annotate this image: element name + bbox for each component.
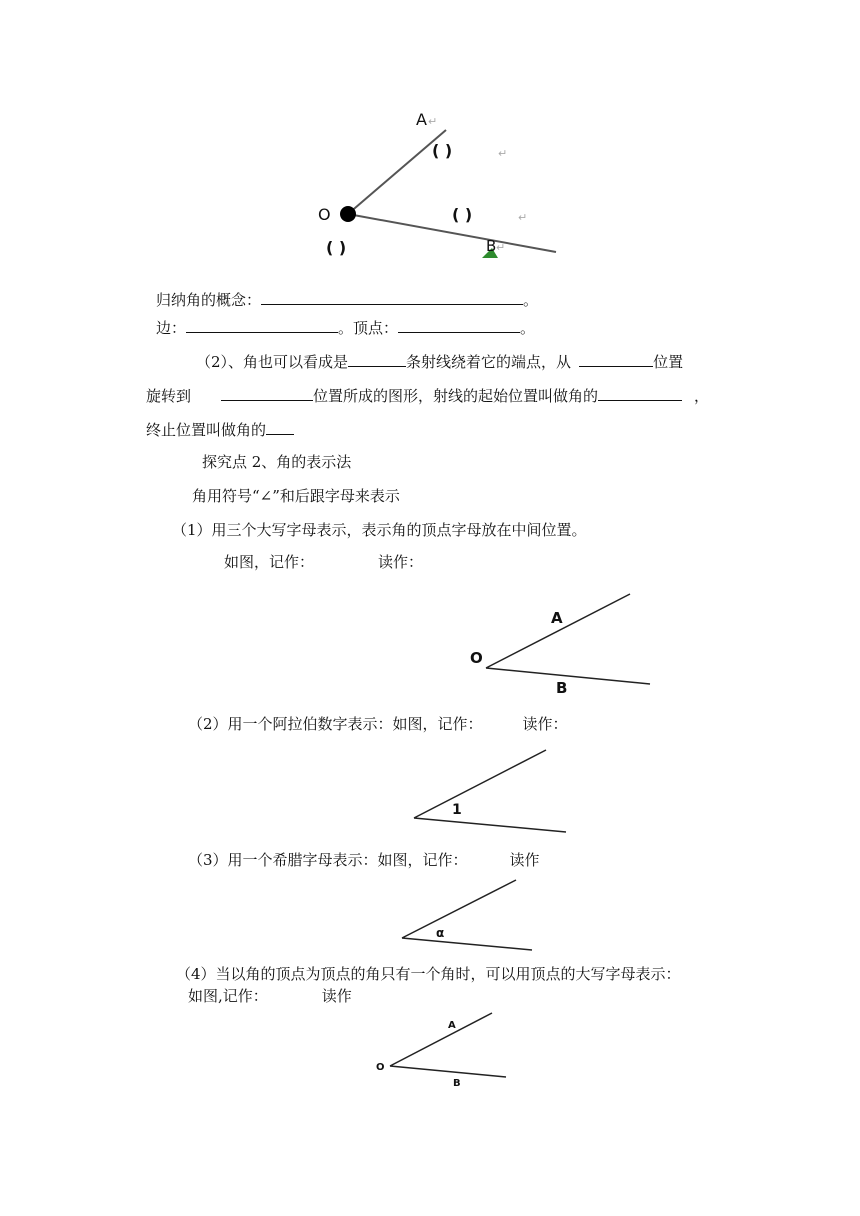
fig1-label-o: O (318, 205, 331, 224)
method-2: （2）用一个阿拉伯数字表示：如图，记作： 读作： (188, 715, 568, 733)
fig1-paren-angle: ( ) (432, 141, 453, 160)
method-4-note: 如图,记作： 读作 (188, 987, 352, 1005)
fig1-return-mark: ↵ (496, 241, 506, 254)
fig2-label-a: A (551, 609, 563, 627)
method-4: （4）当以角的顶点为顶点的角只有一个角时，可以用顶点的大写字母表示： (176, 965, 681, 983)
fig1-return-mark: ↵ (428, 115, 438, 128)
fig1-return-mark: ↵ (498, 147, 508, 160)
method-3: （3）用一个希腊字母表示：如图，记作： 读作 (188, 851, 540, 869)
fig2-label-o: O (470, 649, 483, 667)
fig5-label-o: O (376, 1062, 385, 1073)
fig4-label-alpha: α (436, 926, 445, 940)
fig5-label-a: A (448, 1020, 456, 1031)
method-1-note: 如图，记作： 读作： (224, 553, 424, 571)
symbol-intro: 角用符号“∠”和后跟字母来表示 (192, 487, 400, 505)
method-1: （1）用三个大写字母表示，表示角的顶点字母放在中间位置。 (172, 521, 587, 539)
fig3-label-1: 1 (452, 802, 462, 818)
fig1-label-a: A (416, 110, 427, 129)
rotation-line-3: 终止位置叫做角的 (146, 418, 294, 440)
section-title: 探究点 2、角的表示法 (202, 453, 352, 471)
rotation-line-2: 旋转到 位置所成的图形，射线的起始位置叫做角的 ， (146, 384, 709, 406)
fig1-paren-vertex: ( ) (326, 238, 347, 257)
concept-line: 归纳角的概念： 。 (156, 288, 538, 310)
fig5-label-b: B (453, 1078, 461, 1089)
fig1-label-b: B (486, 237, 497, 255)
fig1-paren-ray: ( ) (452, 205, 473, 224)
side-vertex-line: 边： 。顶点： 。 (156, 316, 535, 338)
fig2-label-b: B (556, 679, 568, 697)
rotation-line-1: （2）、角也可以看成是 条射线绕着它的端点，从 位置 (196, 350, 683, 372)
fig1-return-mark: ↵ (518, 211, 528, 224)
